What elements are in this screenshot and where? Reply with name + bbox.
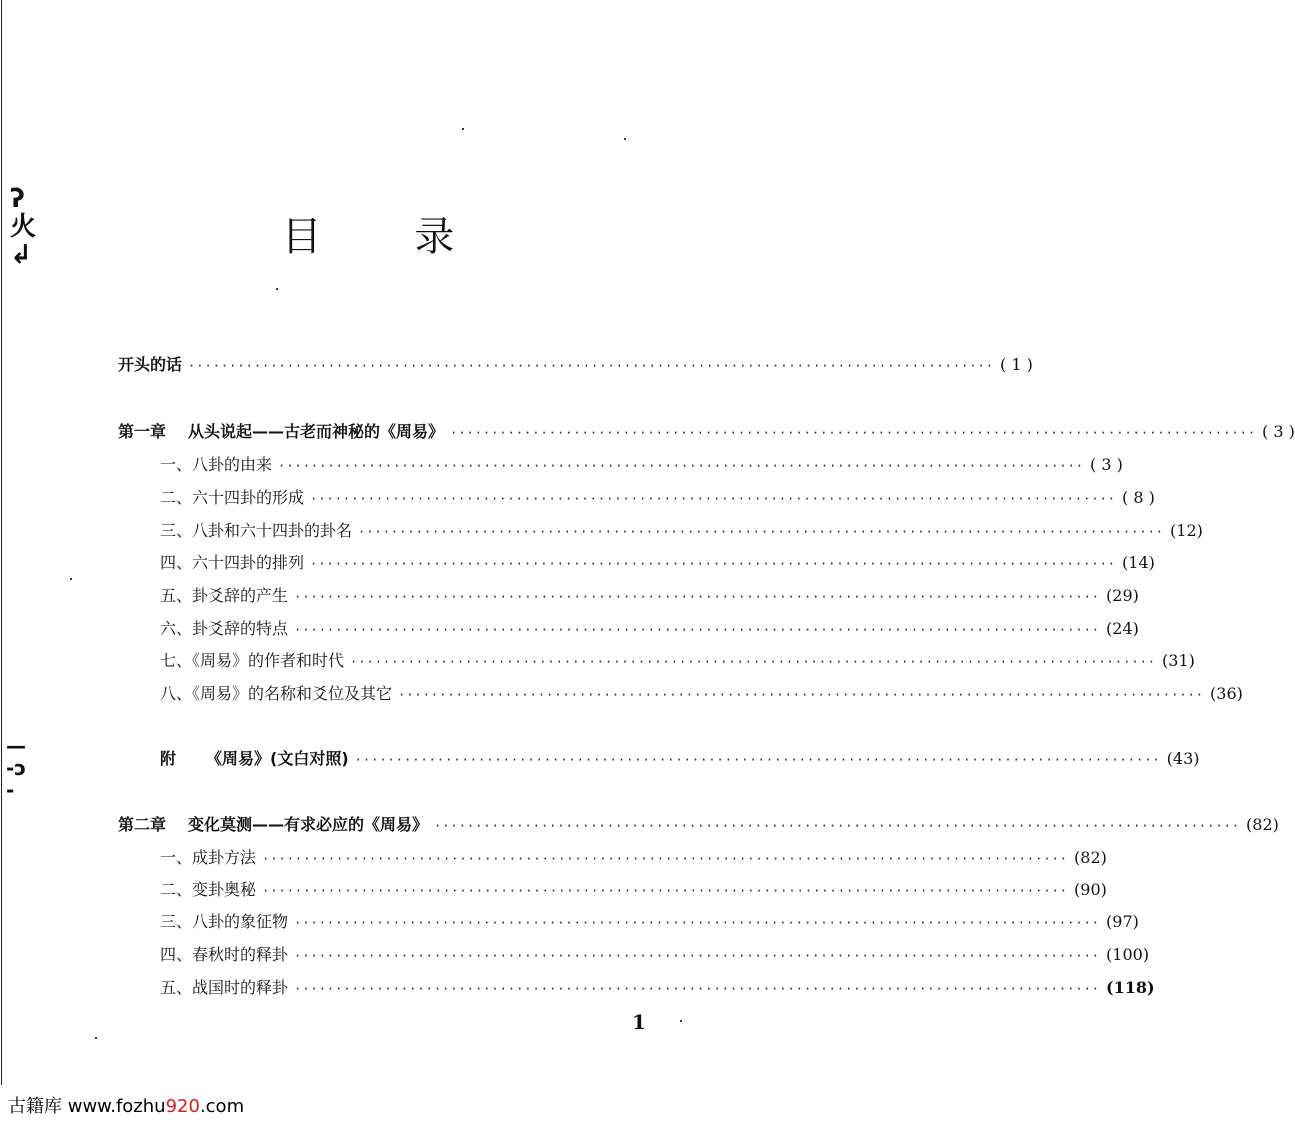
toc-page-number: (43) xyxy=(1166,749,1200,768)
toc-page-number: (82) xyxy=(1246,815,1279,834)
section-label: 二、变卦奥秘 xyxy=(160,880,257,899)
toc-page-number: ( 3 ) xyxy=(1090,455,1123,474)
toc-section-1-2 xyxy=(160,485,1155,508)
scan-artifact-middle: — ‐ɔ - xyxy=(6,734,27,802)
leader-dots: ·································································································· xyxy=(294,916,1101,930)
toc-section-2-1 xyxy=(160,845,1107,868)
toc-page-number: ( 1 ) xyxy=(1000,355,1033,374)
toc-page-number: (118) xyxy=(1106,978,1155,997)
toc-page-number: (12) xyxy=(1170,521,1203,540)
toc-section-1-3 xyxy=(160,518,1203,541)
toc-section-1-8 xyxy=(160,681,1243,704)
leader-dots: ·································································································· xyxy=(188,359,995,373)
binding-edge xyxy=(1,0,2,1085)
toc-page-number: (24) xyxy=(1106,619,1139,638)
leader-dots: ·································································································· xyxy=(434,819,1241,833)
chapter-label: 第二章 xyxy=(118,815,167,834)
section-label: 六、卦爻辞的特点 xyxy=(160,619,289,638)
leader-dots: ·································································································· xyxy=(358,525,1165,539)
speck xyxy=(70,578,72,580)
section-label: 二、六十四卦的形成 xyxy=(160,488,305,507)
leader-dots: ·································································································· xyxy=(294,590,1101,604)
toc-section-1-5 xyxy=(160,583,1139,606)
speck xyxy=(462,128,464,130)
leader-dots: ·································································································· xyxy=(294,982,1101,996)
page-title: 目 录 xyxy=(281,214,495,260)
toc-section-2-5 xyxy=(160,975,1155,998)
speck xyxy=(276,288,278,290)
toc-page-number: (29) xyxy=(1106,586,1139,605)
page-number-folio: 1 xyxy=(632,1010,646,1034)
scan-artifact-top: ʔ 火 ↲ xyxy=(10,184,37,270)
speck xyxy=(95,1037,97,1039)
toc-page-number: (90) xyxy=(1074,880,1107,899)
section-label: 三、八卦的象征物 xyxy=(160,912,289,931)
section-label: 四、春秋时的释卦 xyxy=(160,945,289,964)
toc-page-number: (14) xyxy=(1122,553,1155,572)
section-label: 八、《周易》的名称和爻位及其它 xyxy=(160,684,393,703)
toc-page-number: (82) xyxy=(1074,848,1107,867)
toc-section-1-1 xyxy=(160,452,1123,475)
section-label: 四、六十四卦的排列 xyxy=(160,553,305,572)
source-watermark xyxy=(8,1092,244,1118)
chapter-label: 第一章 xyxy=(118,422,167,441)
leader-dots: ·································································································· xyxy=(450,426,1257,440)
leader-dots: ·································································································· xyxy=(262,884,1069,898)
toc-entry-chapter2 xyxy=(118,812,1279,835)
toc-section-2-2 xyxy=(160,877,1107,900)
chapter-name: 变化莫测——有求必应的《周易》 xyxy=(188,815,429,834)
toc-section-2-3 xyxy=(160,909,1139,932)
toc-page-number: ( 8 ) xyxy=(1122,488,1155,507)
appendix-label: 附 xyxy=(160,749,177,768)
toc-page-number: ( 3 ) xyxy=(1262,422,1295,441)
section-label: 五、战国时的释卦 xyxy=(160,978,289,997)
toc-page-number: (97) xyxy=(1106,912,1139,931)
leader-dots: ·································································································· xyxy=(278,459,1085,473)
leader-dots: ·································································································· xyxy=(294,949,1101,963)
section-label: 一、八卦的由来 xyxy=(160,455,273,474)
watermark-suffix: .com xyxy=(199,1096,245,1117)
section-label: 五、卦爻辞的产生 xyxy=(160,586,289,605)
toc-entry-chapter1 xyxy=(118,419,1295,442)
speck xyxy=(624,138,626,140)
toc-entry-opening xyxy=(118,352,1033,375)
toc-section-2-4 xyxy=(160,942,1150,965)
leader-dots: ·································································································· xyxy=(398,688,1205,702)
section-label: 七、《周易》的作者和时代 xyxy=(160,651,345,670)
toc-section-1-4 xyxy=(160,550,1155,573)
toc-entry-appendix xyxy=(160,746,1200,769)
toc-section-1-6 xyxy=(160,616,1139,639)
leader-dots: ·································································································· xyxy=(262,852,1069,866)
appendix-name: 《周易》(文白对照) xyxy=(206,749,349,768)
speck xyxy=(680,1020,682,1022)
watermark-highlight: 920 xyxy=(165,1096,200,1117)
toc-entry-label: 开头的话 xyxy=(118,355,183,374)
watermark-prefix: 古籍库 www.fozhu xyxy=(8,1096,166,1117)
toc-page-number: (36) xyxy=(1210,684,1243,703)
chapter-name: 从头说起——古老而神秘的《周易》 xyxy=(188,422,445,441)
leader-dots: ·································································································· xyxy=(350,655,1157,669)
leader-dots: ·································································································· xyxy=(310,557,1117,571)
leader-dots: ·································································································· xyxy=(310,492,1117,506)
leader-dots: ·································································································· xyxy=(354,753,1161,767)
section-label: 三、八卦和六十四卦的卦名 xyxy=(160,521,353,540)
toc-page-number: (100) xyxy=(1106,945,1150,964)
toc-page-number: (31) xyxy=(1162,651,1195,670)
toc-section-1-7 xyxy=(160,648,1195,671)
section-label: 一、成卦方法 xyxy=(160,848,257,867)
leader-dots: ·································································································· xyxy=(294,623,1101,637)
